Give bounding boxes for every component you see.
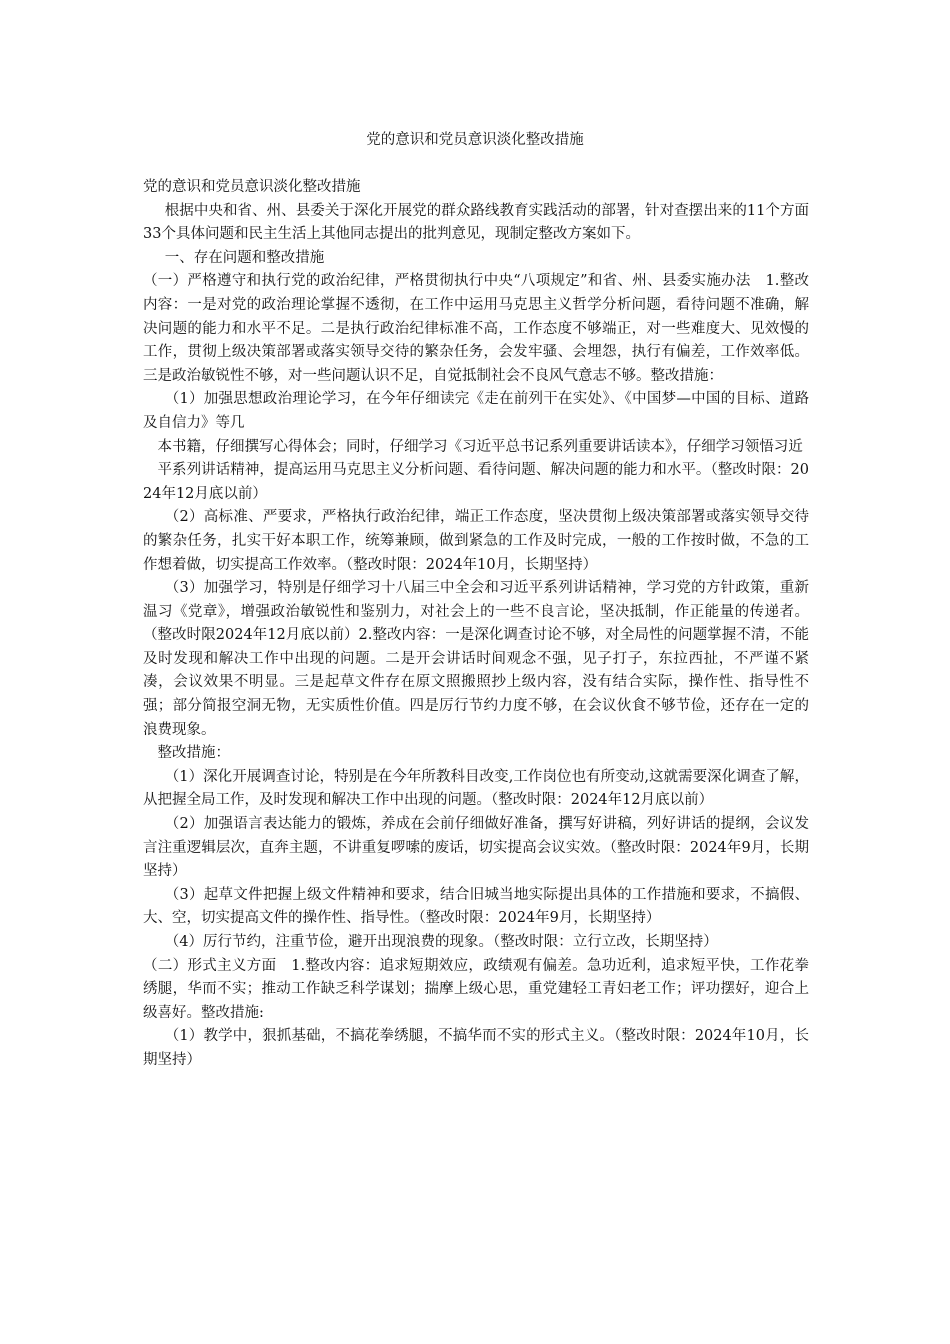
measure-2-1-paragraph: （1）深化开展调查讨论，特别是在今年所教科目改变,工作岗位也有所变动,这就需要深化调查了解，从把握全局工作，及时发现和解决工作中出现的问题。（整改时限：2024年12月底以前） — [143, 768, 809, 809]
intro-paragraph: 根据中央和省、州、县委关于深化开展党的群众路线教育实践活动的部署，针对查摆出来的11个方面33个具体问题和民主生活上其他同志提出的批判意见，现制定整改方案如下。 — [143, 202, 809, 243]
measures-heading: 整改措施： — [157, 745, 230, 762]
measure-3-1-paragraph: （1）教学中，狠抓基础，不搞花拳绣腿，不搞华而不实的形式主义。（整改时限：2024年10月，长期坚持） — [143, 1028, 809, 1068]
subsection-1-paragraph: （一）严格遵守和执行党的政治纪律，严格贯彻执行中央“八项规定”和省、州、县委实施办法 1.整改内容：一是对党的政治理论掌握不透彻，在工作中运用马克思主义哲学分析问题，看待问题不准确，解决问题的能力和水平不足。二是执行政治纪律标准不高，工作态度不够端正，对一些难度大、见效慢的工作，贯彻上级决策部署或落实领导交待的繁杂任务，会发牢骚、会埋怨，执行有偏差，工作效率低。三是政治敏锐性不够，对一些问题认识不足，自觉抵制社会不良风气意志不够。整改措施： — [143, 273, 809, 384]
measure-2-2-paragraph: （2）加强语言表达能力的锻炼，养成在会前仔细做好准备，撰写好讲稿，列好讲话的提纲，会议发言注重逻辑层次，直奔主题，不讲重复啰嗦的废话，切实提高会议实效。（整改时限：2024年9月，长期坚持） — [143, 816, 809, 880]
document-title: 党的意识和党员意识淡化整改措施 — [366, 132, 584, 148]
measure-1-1-paragraph: （1）加强思想政治理论学习，在今年仔细读完《走在前列干在实处》、《中国梦—中国的目标、道路及自信力》等几 — [143, 391, 809, 431]
section-heading-1: 一、存在问题和整改措施 — [164, 249, 325, 266]
measure-1-2-paragraph: （2）高标准、严要求，严格执行政治纪律，端正工作态度，坚决贯彻上级决策部署或落实领导交待的繁杂任务，扎实干好本职工作，统筹兼顾，做到紧急的工作及时完成，一般的工作按时做，不急的工作想着做，切实提高工作效率。（整改时限：2024年10月，长期坚持） — [143, 509, 809, 573]
measure-1-3-paragraph: （3）加强学习，特别是仔细学习十八届三中全会和习近平系列讲话精神，学习党的方针政策，重新温习《党章》，增强政治敏锐性和鉴别力，对社会上的一些不良言论，坚决抵制，作正能量的传递者。（整改时限2024年12月底以前）2.整改内容：一是深化调查讨论不够，对全局性的问题掌握不清，不能及时发现和解决工作中出现的问题。二是开会讲话时间观念不强，见子打子，东拉西扯，不严谨不紧凑，会议效果不明显。三是起草文件存在原文照搬照抄上级内容，没有结合实际，操作性、指导性不强；部分简报空洞无物，无实质性价值。四是厉行节约力度不够，在会议伙食不够节俭，还存在一定的浪费现象。 — [143, 580, 809, 738]
measure-2-4-paragraph: （4）厉行节约，注重节俭，避开出现浪费的现象。（整改时限：立行立改，长期坚持） — [164, 934, 718, 950]
measure-2-3-paragraph: （3）起草文件把握上级文件精神和要求，结合旧城当地实际提出具体的工作措施和要求，不搞假、大、空，切实提高文件的操作性、指导性。（整改时限：2024年9月，长期坚持） — [143, 886, 809, 927]
measure-1-1-continued-2: 平系列讲话精神，提高运用马克思主义分析问题、看待问题、解决问题的能力和水平。（整改时限：2024年12月底以前） — [143, 462, 809, 502]
document-body — [143, 176, 809, 1073]
measure-1-1-continued: 本书籍，仔细撰写心得体会；同时，仔细学习《习近平总书记系列重要讲话读本》，仔细学习领悟习近 — [157, 438, 803, 455]
subsection-2-paragraph: （二）形式主义方面 1.整改内容：追求短期效应，政绩观有偏差。急功近利，追求短平快，工作花拳绣腿，华而不实；推动工作缺乏科学谋划；揣摩上级心思，重党建轻工青妇老工作；评功摆好，迎合上级喜好。整改措施: — [143, 957, 809, 1021]
body-heading: 党的意识和党员意识淡化整改措施 — [143, 179, 361, 195]
